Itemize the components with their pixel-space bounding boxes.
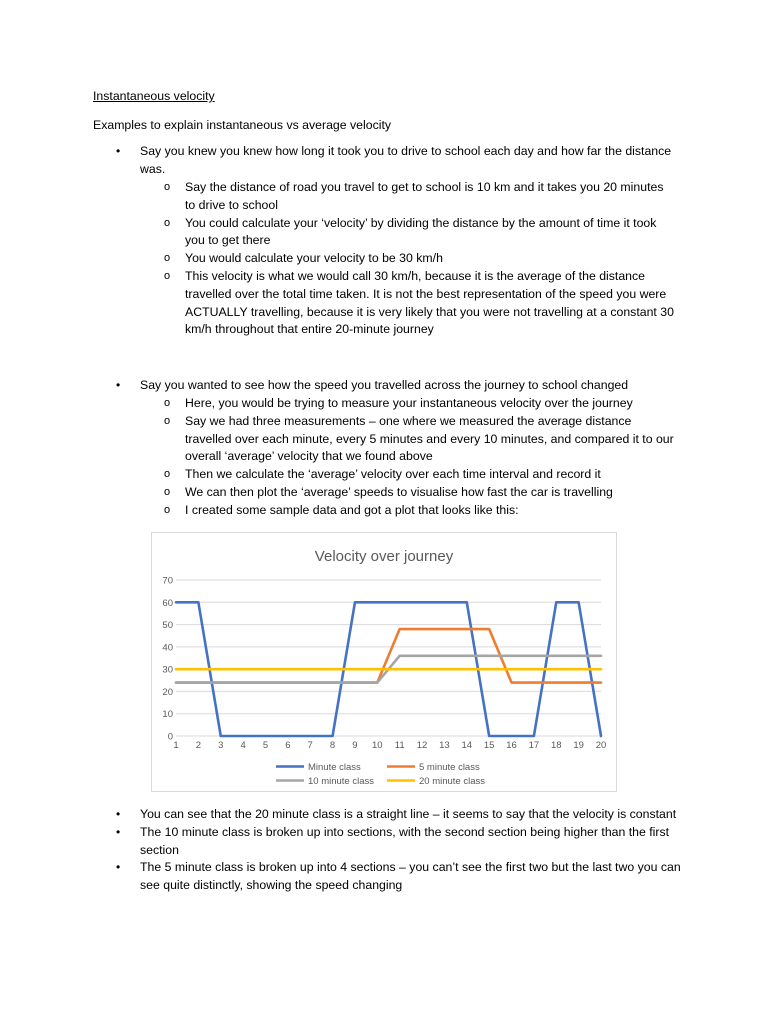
y-tick-label: 60 [162, 597, 173, 609]
y-tick-label: 10 [162, 709, 173, 721]
bullet-item: • Say you wanted to see how the speed you travelled across the journey to school changed [93, 377, 693, 395]
legend-label: 10 minute class [308, 776, 375, 787]
x-axis-ticks [173, 740, 606, 751]
sub-list-1 [137, 179, 677, 339]
sub-item: o I created some sample data and got a plot that looks like this: [137, 502, 677, 520]
sub-item: o Then we calculate the ‘average’ velocity over each time interval and record it [137, 466, 677, 484]
x-tick-label: 20 [595, 740, 607, 751]
x-tick-label: 7 [307, 740, 313, 751]
x-tick-label: 19 [573, 740, 584, 751]
y-tick-label: 20 [162, 686, 173, 698]
sub-item: o This velocity is what we would call 30 km/h, because it is the average of the distance travelled over the total time taken. It is not the best representation of the speed you were ACTUALLY travelling, because it is very likely that you were not travelling at a constant 30 km/h throughout that entire 20-minute journey [137, 268, 677, 339]
chart-title: Velocity over journey [314, 548, 454, 565]
sub-item: o Here, you would be trying to measure your instantaneous velocity over the journey [137, 395, 677, 413]
x-tick-label: 1 [173, 740, 179, 751]
x-tick-label: 6 [285, 740, 291, 751]
chart-canvas [152, 533, 616, 791]
y-axis-ticks [162, 576, 173, 743]
sub-list-2 [137, 395, 677, 520]
legend-label: 20 minute class [419, 776, 486, 787]
y-tick-label: 0 [167, 731, 173, 743]
velocity-chart [151, 532, 617, 792]
bullet-item: • You can see that the 20 minute class is a straight line – it seems to say that the velocity is constant [93, 806, 693, 824]
page-heading: Instantaneous velocity [93, 89, 215, 103]
chart-series [176, 602, 601, 736]
y-tick-label: 50 [162, 620, 173, 632]
x-tick-label: 3 [218, 740, 224, 751]
x-tick-label: 13 [439, 740, 450, 751]
x-tick-label: 2 [195, 740, 202, 751]
chart-legend [276, 762, 485, 787]
x-tick-label: 14 [461, 740, 473, 751]
sub-item: o Say we had three measurements – one where we measured the average distance travelled over each minute, every 5 minutes and every 10 minutes, and compared it to our overall ‘average’ velocity that we found above [137, 413, 677, 466]
x-tick-label: 9 [352, 740, 358, 751]
x-tick-label: 15 [483, 740, 495, 751]
x-tick-label: 4 [240, 740, 246, 751]
x-tick-label: 17 [528, 740, 540, 751]
sub-item: o You could calculate your ‘velocity’ by dividing the distance by the amount of time it took you to get there [137, 215, 677, 251]
bullet-list-2 [93, 377, 693, 395]
bullet-item: • Say you knew you knew how long it took you to drive to school each day and how far the distance was. [93, 143, 693, 179]
x-tick-label: 10 [372, 740, 383, 751]
x-tick-label: 11 [394, 740, 405, 751]
bullet-item: • The 10 minute class is broken up into sections, with the second section being higher than the first section [93, 824, 693, 860]
y-tick-label: 30 [162, 664, 173, 676]
sub-item: o You would calculate your velocity to be 30 km/h [137, 250, 677, 268]
bullet-list-1 [93, 143, 693, 179]
bullet-item: • The 5 minute class is broken up into 4 sections – you can’t see the first two but the last two you can see quite distinctly, showing the speed changing [93, 859, 693, 895]
legend-label: Minute class [308, 762, 361, 773]
bullet-list-3 [93, 806, 693, 895]
x-tick-label: 12 [416, 740, 428, 751]
sub-item: o We can then plot the ‘average’ speeds to visualise how fast the car is travelling [137, 484, 677, 502]
y-tick-label: 40 [162, 642, 173, 654]
x-tick-label: 5 [262, 740, 269, 751]
x-tick-label: 8 [329, 740, 336, 751]
y-tick-label: 70 [162, 575, 173, 587]
legend-label: 5 minute class [419, 762, 480, 773]
x-tick-label: 18 [550, 740, 562, 751]
sub-item: o Say the distance of road you travel to get to school is 10 km and it takes you 20 minutes to drive to school [137, 179, 677, 215]
x-tick-label: 16 [506, 740, 517, 751]
page-subheading: Examples to explain instantaneous vs average velocity [93, 118, 392, 132]
